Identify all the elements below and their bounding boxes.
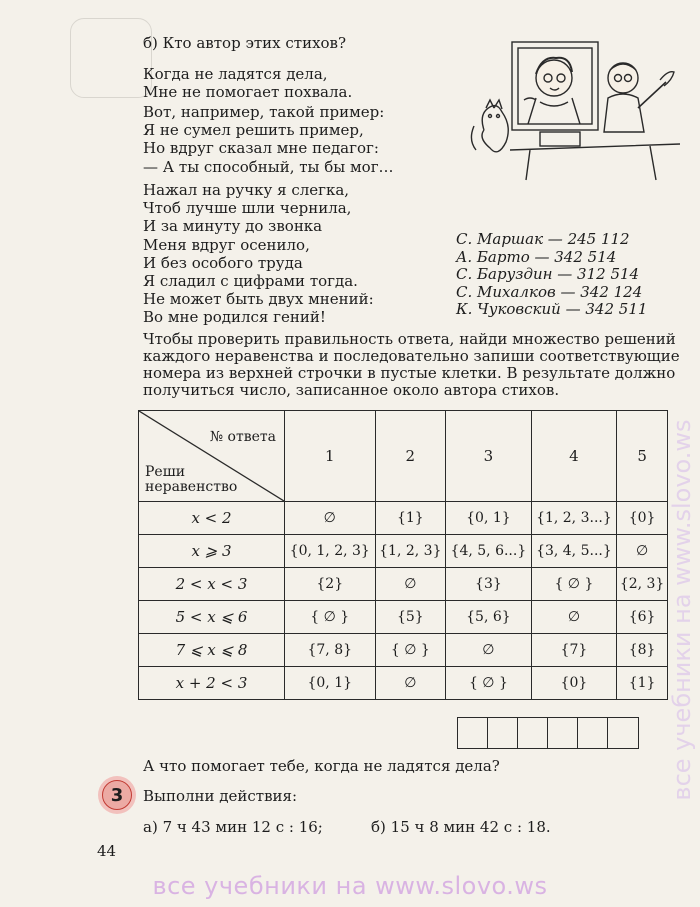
table-cell: {2, 3}: [617, 568, 668, 601]
poem-stanza-1: [143, 65, 352, 101]
table-cell: ∅: [531, 601, 617, 634]
poem-line: Не может быть двух мнений:: [143, 290, 374, 309]
column-header: 2: [375, 411, 446, 502]
task-number-badge: [98, 776, 136, 814]
footer-watermark: все учебники на www.slovo.ws: [152, 872, 548, 900]
table-cell: { ∅ }: [531, 568, 617, 601]
table-cell: ∅: [617, 535, 668, 568]
table-cell: {1}: [375, 502, 446, 535]
instruction-line: номера из верхней строчки в пустые клетки. В результате должно: [143, 364, 676, 382]
answer-number-label: № ответа: [209, 429, 276, 445]
poem-line: — А ты способный, ты бы мог…: [143, 157, 394, 176]
table-cell: {0}: [617, 502, 668, 535]
author-item: С. Михалков — 342 124: [456, 282, 643, 301]
instruction-line: каждого неравенства и последовательно запиши соответствующие: [143, 347, 680, 365]
table-cell: {0}: [531, 667, 617, 700]
author-item: С. Баруздин — 312 514: [456, 265, 640, 284]
table-cell: {0, 1}: [285, 667, 376, 700]
poem-stanza-2: [143, 103, 394, 176]
task-item-b: б) 15 ч 8 мин 42 с : 18.: [371, 818, 551, 836]
task-number: 3: [102, 780, 132, 810]
table-cell: {6}: [617, 601, 668, 634]
answer-box[interactable]: [608, 718, 638, 748]
table-cell: {2}: [285, 568, 376, 601]
solve-label-line: неравенство: [145, 479, 238, 495]
table-cell: {0, 1, 2, 3}: [285, 535, 376, 568]
author-item: А. Барто — 342 514: [456, 247, 617, 266]
poem-line: Но вдруг сказал мне педагог:: [143, 139, 379, 158]
poem-line: И без особого труда: [143, 253, 303, 272]
table-cell: {7, 8}: [285, 634, 376, 667]
instruction-line: получиться число, записанное около автора стихов.: [143, 381, 560, 399]
portrait-illustration: [470, 40, 685, 190]
table-cell: ∅: [446, 634, 532, 667]
inequality-cell: x + 2 < 3: [139, 667, 285, 700]
inequality-cell: x < 2: [139, 502, 285, 535]
table-cell: ∅: [375, 667, 446, 700]
table-row: [139, 601, 668, 634]
answer-box[interactable]: [518, 718, 548, 748]
column-header: 4: [531, 411, 617, 502]
table-cell: { ∅ }: [375, 634, 446, 667]
poem-line: Чтоб лучше шли чернила,: [143, 199, 352, 218]
inequality-cell: x ⩾ 3: [139, 535, 285, 568]
inequality-table: [138, 410, 668, 700]
poem-line: Меня вдруг осенило,: [143, 235, 310, 254]
table-row: [139, 502, 668, 535]
table-cell: ∅: [285, 502, 376, 535]
part-title: б) Кто автор этих стихов?: [143, 34, 347, 52]
poem-line: Когда не ладятся дела,: [143, 65, 328, 83]
table-row: [139, 634, 668, 667]
poem-line: Во мне родился гений!: [143, 308, 326, 327]
table-cell: {3}: [446, 568, 532, 601]
column-header: 1: [285, 411, 376, 502]
poem-line: Мне не помогает похвала.: [143, 83, 353, 102]
answer-box[interactable]: [458, 718, 488, 748]
poem-stanza-3: [143, 181, 374, 327]
diagonal-header-cell: [139, 411, 285, 502]
column-header: 5: [617, 411, 668, 502]
inequality-cell: 7 ⩽ x ⩽ 8: [139, 634, 285, 667]
table-cell: {7}: [531, 634, 617, 667]
answer-boxes[interactable]: [457, 717, 639, 749]
poem-line: Я не сумел решить пример,: [143, 121, 364, 140]
solve-label-line: Реши: [145, 464, 186, 480]
corner-decoration: [70, 18, 152, 98]
author-list: [456, 231, 647, 319]
task-title: Выполни действия:: [143, 787, 298, 805]
poem-line: И за минуту до звонка: [143, 217, 323, 236]
table-cell: {8}: [617, 634, 668, 667]
table-header-row: [139, 411, 668, 502]
table-row: [139, 667, 668, 700]
question-text: А что помогает тебе, когда не ладятся дела?: [143, 757, 500, 775]
table-cell: { ∅ }: [285, 601, 376, 634]
instruction-text: [143, 331, 681, 399]
table-cell: {3, 4, 5...}: [531, 535, 617, 568]
author-item: К. Чуковский — 342 511: [456, 300, 648, 319]
task-item-a: а) 7 ч 43 мин 12 с : 16;: [143, 818, 323, 836]
poem-line: Я сладил с цифрами тогда.: [143, 272, 358, 291]
side-watermark-text: все учебники на www.slovo.ws: [668, 419, 696, 801]
author-item: С. Маршак — 245 112: [456, 230, 630, 248]
table-cell: ∅: [375, 568, 446, 601]
inequality-cell: 5 < x ⩽ 6: [139, 601, 285, 634]
column-header: 3: [446, 411, 532, 502]
inequality-cell: 2 < x < 3: [139, 568, 285, 601]
page-number: 44: [97, 842, 117, 860]
table-cell: {1, 2, 3}: [375, 535, 446, 568]
table-cell: {4, 5, 6...}: [446, 535, 532, 568]
poem-line: Вот, например, такой пример:: [143, 103, 385, 121]
side-watermark: [662, 420, 700, 800]
table-cell: {1, 2, 3...}: [531, 502, 617, 535]
answer-box[interactable]: [548, 718, 578, 748]
table-row: [139, 535, 668, 568]
solve-inequality-label: [145, 465, 237, 495]
instruction-line: Чтобы проверить правильность ответа, найди множество решений: [143, 330, 676, 348]
table-row: [139, 568, 668, 601]
answer-box[interactable]: [578, 718, 608, 748]
table-cell: {1}: [617, 667, 668, 700]
table-cell: {5}: [375, 601, 446, 634]
poem-line: Нажал на ручку я слегка,: [143, 181, 350, 199]
table-cell: {5, 6}: [446, 601, 532, 634]
answer-box[interactable]: [488, 718, 518, 748]
table-cell: { ∅ }: [446, 667, 532, 700]
table-cell: {0, 1}: [446, 502, 532, 535]
